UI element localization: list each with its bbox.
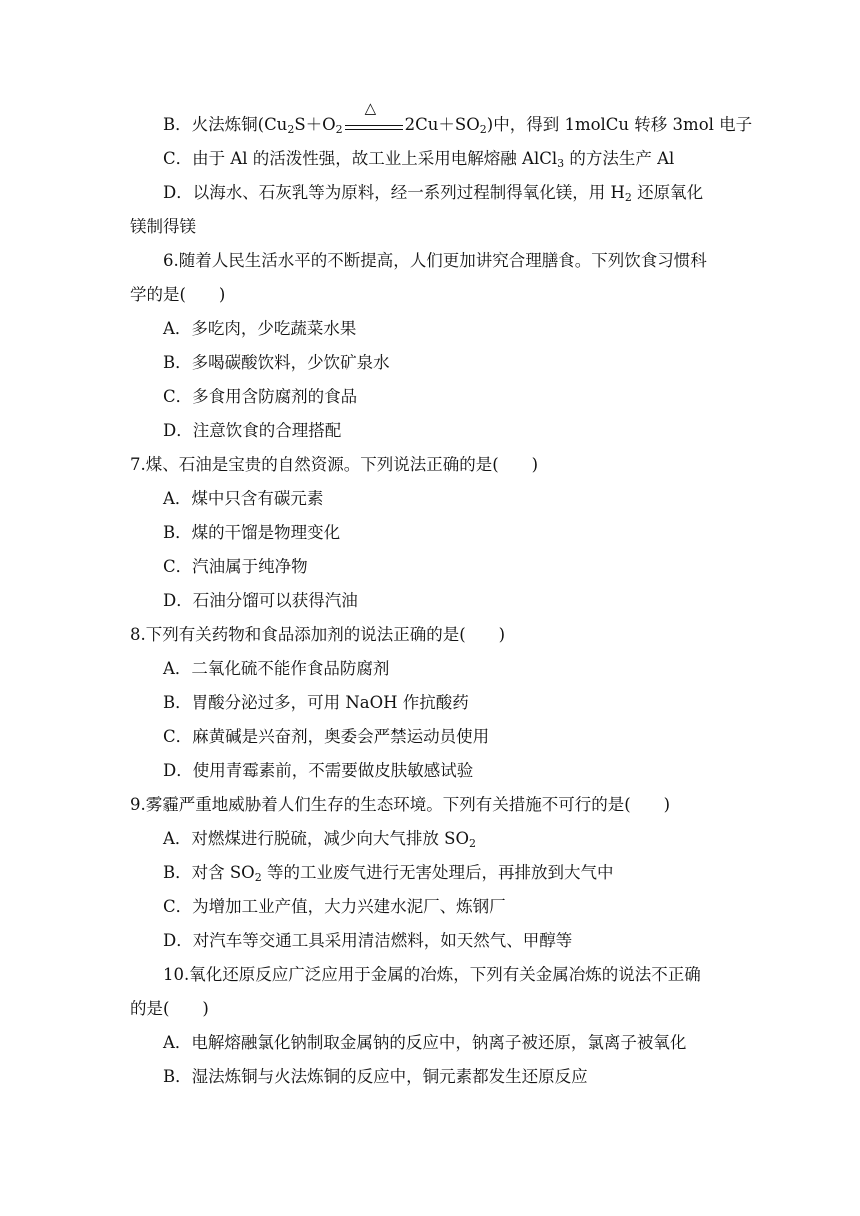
q5-option-d-line1: D．以海水、石灰乳等为原料，经一系列过程制得氧化镁，用 $H_2$ 还原氧化 <box>163 183 704 204</box>
q7-option-a: A．煤中只含有碳元素 <box>163 489 324 508</box>
q6-stem-line1: 6.随着人民生活水平的不断提高，人们更加讲究合理膳食。下列饮食习惯科 <box>163 251 707 270</box>
q10-option-b: B．湿法炼铜与火法炼铜的反应中，铜元素都发生还原反应 <box>163 1067 588 1086</box>
q7-option-c: C．汽油属于纯净物 <box>163 557 308 576</box>
q8-option-c: C．麻黄碱是兴奋剂，奥委会严禁运动员使用 <box>163 727 490 746</box>
q9-option-b: B．对含 $SO_2$ 等的工业废气进行无害处理后，再排放到大气中 <box>163 863 614 884</box>
q7-option-d: D．石油分馏可以获得汽油 <box>163 591 358 610</box>
q10-option-a: A．电解熔融氯化钠制取金属钠的反应中，钠离子被还原，氯离子被氧化 <box>163 1033 687 1052</box>
q6-option-d: D．注意饮食的合理搭配 <box>163 421 342 440</box>
q8-stem: 8.下列有关药物和食品添加剂的说法正确的是( ) <box>130 625 506 644</box>
q5-option-b: B．火法炼铜($Cu_2S+O_2$ △ $2Cu+SO_2$)中，得到 1molCu 转移 3mol 电子 <box>163 99 753 136</box>
heating-condition-sign <box>343 99 405 136</box>
q9-option-a: A．对燃煤进行脱硫，减少向大气排放 $SO_2$ <box>163 829 476 850</box>
q6-stem-line2: 学的是( ) <box>130 285 226 304</box>
q8-option-d: D．使用青霉素前，不需要做皮肤敏感试验 <box>163 761 474 780</box>
q9-stem: 9.雾霾严重地威胁着人们生存的生态环境。下列有关措施不可行的是( ) <box>130 795 671 814</box>
q6-option-a: A．多吃肉，少吃蔬菜水果 <box>163 319 357 338</box>
q9-option-c: C．为增加工业产值，大力兴建水泥厂、炼钢厂 <box>163 897 506 916</box>
q10-stem-line2: 的是( ) <box>130 999 209 1018</box>
q8-option-a: A．二氧化硫不能作食品防腐剂 <box>163 659 390 678</box>
q7-option-b: B．煤的干馏是物理变化 <box>163 523 341 542</box>
q9-option-d: D．对汽车等交通工具采用清洁燃料，如天然气、甲醇等 <box>163 931 573 950</box>
q8-option-b: B．胃酸分泌过多，可用 NaOH 作抗酸药 <box>163 693 469 712</box>
q10-stem-line1: 10.氧化还原反应广泛应用于金属的冶炼，下列有关金属冶炼的说法不正确 <box>163 965 701 984</box>
q6-option-b: B．多喝碳酸饮料，少饮矿泉水 <box>163 353 390 372</box>
q5-option-d-line2: 镁制得镁 <box>130 217 196 236</box>
q5-option-c: C．由于 Al 的活泼性强，故工业上采用电解熔融 AlCl$_3$ 的方法生产 Al <box>163 149 675 170</box>
q7-stem: 7.煤、石油是宝贵的自然资源。下列说法正确的是( ) <box>130 455 539 474</box>
triangle-heat-icon: △ <box>364 99 377 117</box>
q6-option-c: C．多食用含防腐剂的食品 <box>163 387 358 406</box>
